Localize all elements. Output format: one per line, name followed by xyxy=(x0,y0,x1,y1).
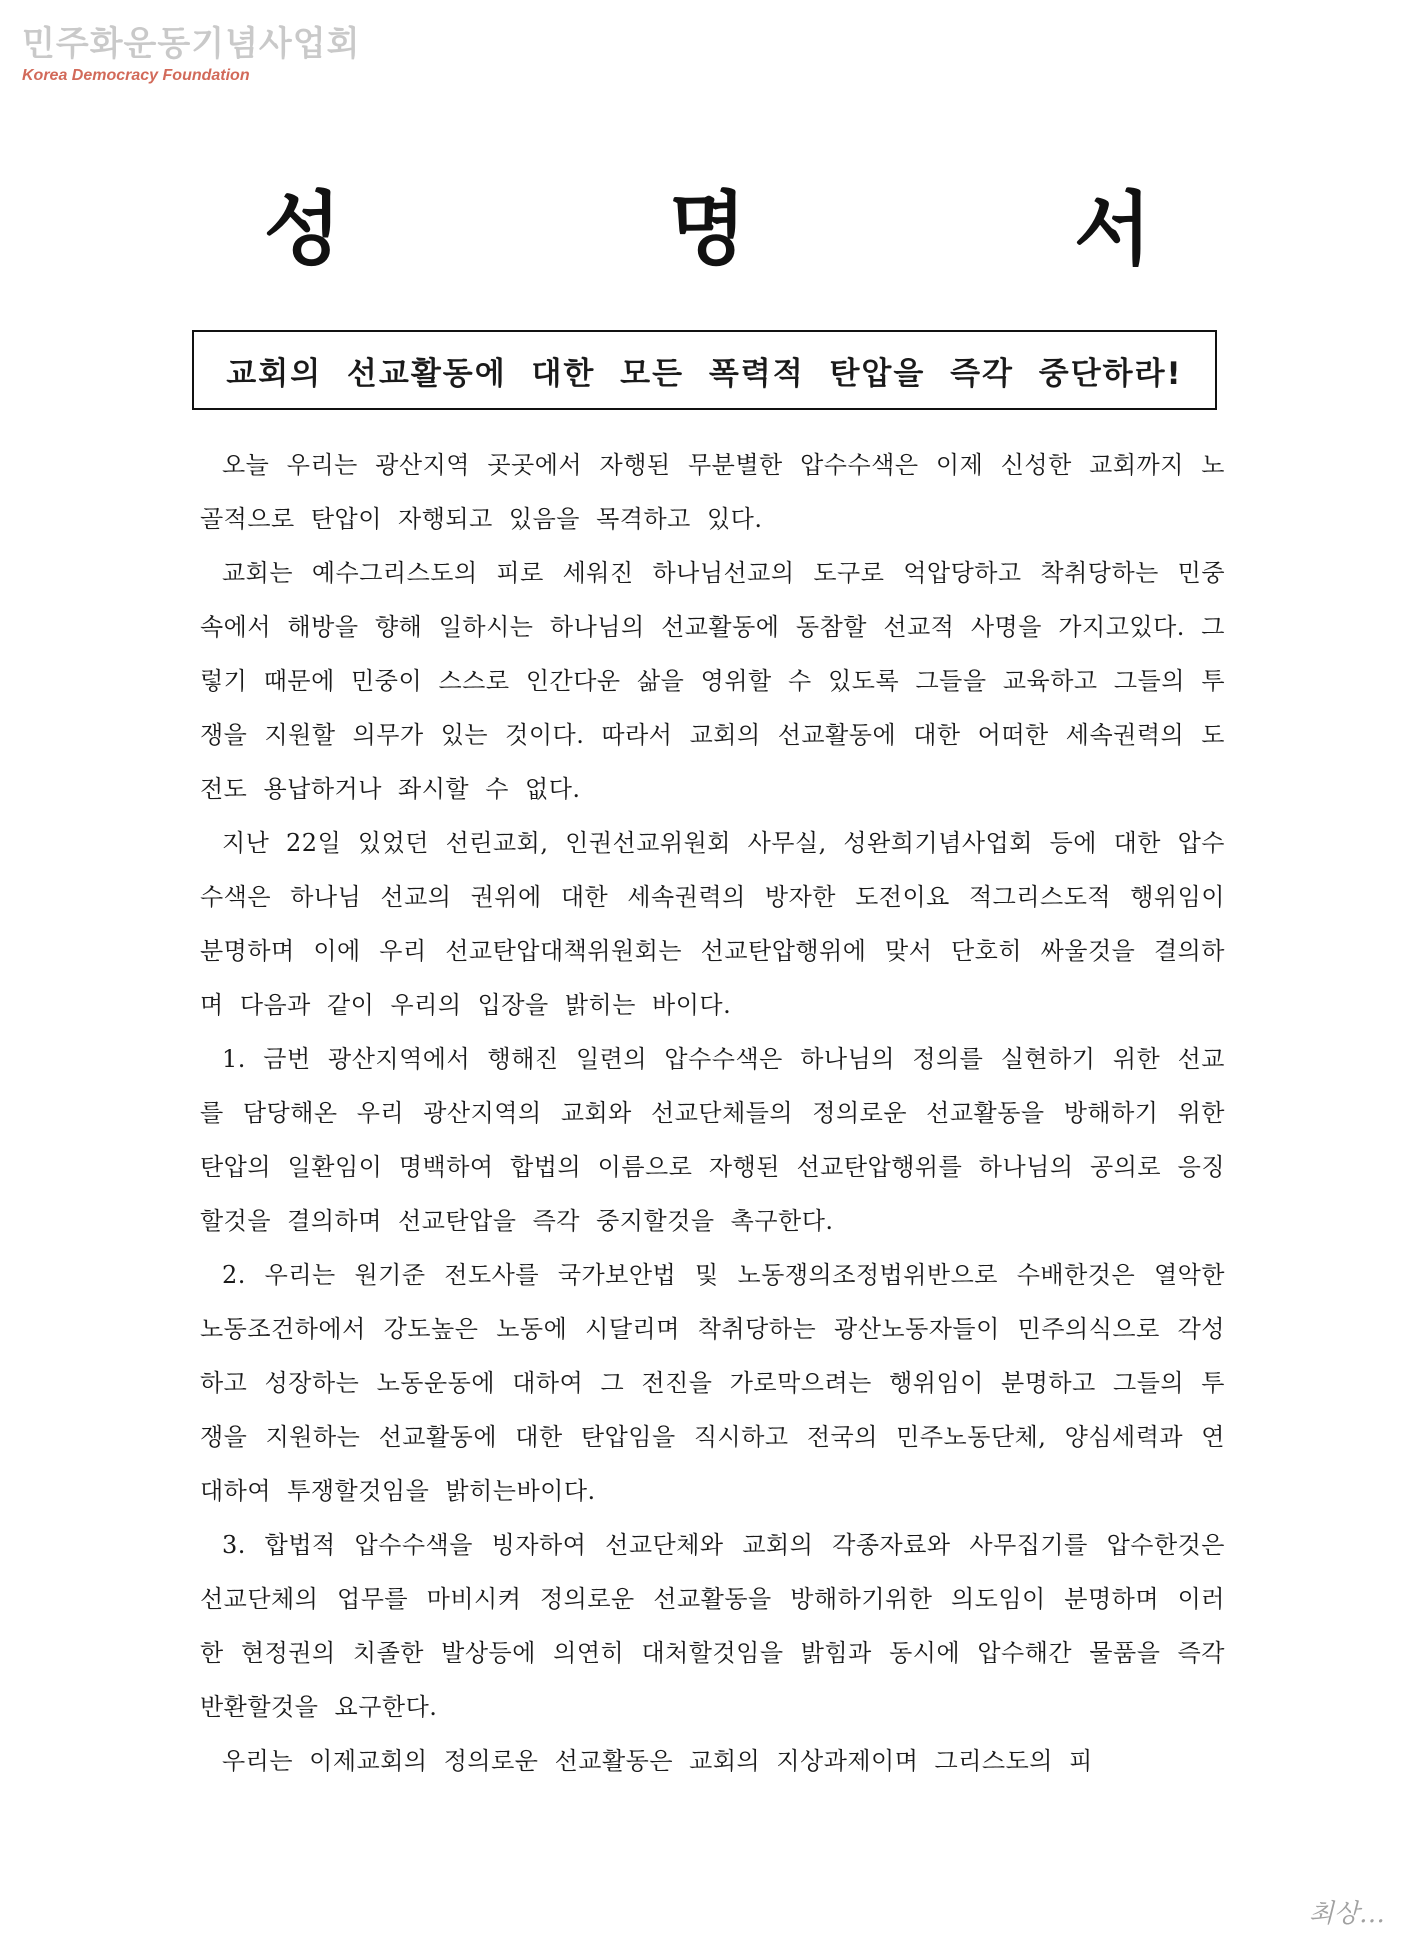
paragraph-closing: 우리는 이제교회의 정의로운 선교활동은 교회의 지상과제이며 그리스도의 피 xyxy=(222,1747,1093,1775)
headline-box xyxy=(192,330,1217,410)
paragraph-point-3: 3. 합법적 압수수색을 빙자하여 선교단체와 교회의 각종자료와 사무집기를 압수한것은 선교단체의 업무를 마비시켜 정의로운 선교활동을 방해하기위한 의도임이 분명하며 이러한 현정권의 치졸한 발상등에 의연히 대처할것임을 밝힘과 동시에 압수해간 물품을 즉각 반환할것을 요구한다. xyxy=(200,1531,1225,1721)
watermark-korean-name: 민주화운동기념사업회 xyxy=(22,24,361,64)
statement-body xyxy=(200,438,1225,1788)
paragraph-point-2: 2. 우리는 원기준 전도사를 국가보안법 및 노동쟁의조정법위반으로 수배한것은 열악한 노동조건하에서 강도높은 노동에 시달리며 착취당하는 광산노동자들이 민주의식으로 각성하고 성장하는 노동운동에 대하여 그 전진을 가로막으려는 행위임이 분명하고 그들의 투쟁을 지원하는 선교활동에 대한 탄압임을 직시하고 전국의 민주노동단체, 양심세력과 연대하여 투쟁할것임을 밝히는바이다. xyxy=(200,1261,1225,1505)
paragraph-raid-statement: 지난 22일 있었던 선린교회, 인권선교위원회 사무실, 성완희기념사업회 등에 대한 압수수색은 하나님 선교의 권위에 대한 세속권력의 방자한 도전이요 적그리스도적 행위임이 분명하며 이에 우리 선교탄압대책위원회는 선교탄압행위에 맞서 단호히 싸울것을 결의하며 다음과 같이 우리의 입장을 밝히는 바이다. xyxy=(200,829,1225,1019)
paragraph-intro: 오늘 우리는 광산지역 곳곳에서 자행된 무분별한 압수수색은 이제 신성한 교회까지 노골적으로 탄압이 자행되고 있음을 목격하고 있다. xyxy=(200,451,1225,533)
paragraph-point-1: 1. 금번 광산지역에서 행해진 일련의 압수수색은 하나님의 정의를 실현하기 위한 선교를 담당해온 우리 광산지역의 교회와 선교단체들의 정의로운 선교활동을 방해하기 위한 탄압의 일환임이 명백하여 합법의 이름으로 자행된 선교탄압행위를 하나님의 공의로 응징할것을 결의하며 선교탄압을 즉각 중지할것을 촉구한다. xyxy=(200,1045,1225,1235)
headline-text: 교회의 선교활동에 대한 모든 폭력적 탄압을 즉각 중단하라! xyxy=(226,355,1183,392)
watermark-english-name: Korea Democracy Foundation xyxy=(22,67,250,84)
handwritten-signature: 최상… xyxy=(1308,1899,1385,1929)
document-title: 성 명 서 xyxy=(263,183,1302,276)
foundation-watermark xyxy=(22,24,360,86)
paragraph-church-mission: 교회는 예수그리스도의 피로 세워진 하나님선교의 도구로 억압당하고 착취당하는 민중속에서 해방을 향해 일하시는 하나님의 선교활동에 동참할 선교적 사명을 가지고있다. 그렇기 때문에 민중이 스스로 인간다운 삶을 영위할 수 있도록 그들을 교육하고 그들의 투쟁을 지원할 의무가 있는 것이다. 따라서 교회의 선교활동에 대한 어떠한 세속권력의 도전도 용납하거나 좌시할 수 없다. xyxy=(200,559,1225,803)
